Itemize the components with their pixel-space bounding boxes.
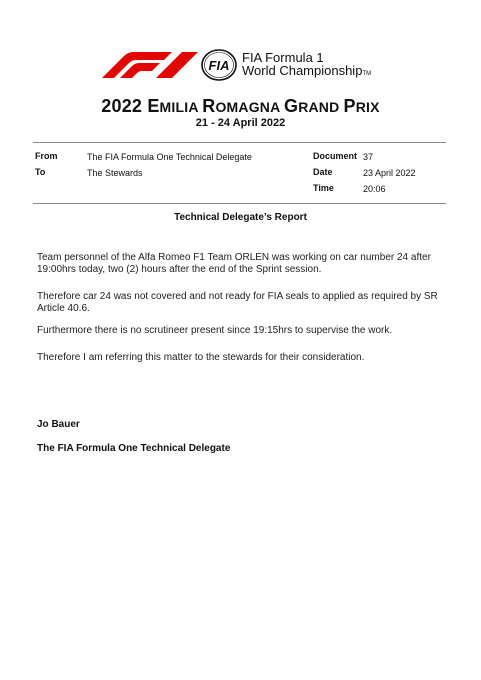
org-line-2-text: World Championship [242,63,363,78]
from-value: The FIA Formula One Technical Delegate [87,152,252,162]
signatory-role: The FIA Formula One Technical Delegate [37,443,231,454]
title-w4-cap: P [343,96,356,116]
title-year: 2022 [101,96,148,116]
date-value: 23 April 2022 [363,168,416,178]
time-label: Time [313,183,334,193]
date-label: Date [313,167,333,177]
divider-bottom [33,203,446,204]
org-line-2 [242,64,371,81]
report-heading: Technical Delegate’s Report [174,212,307,223]
header-logo [100,46,400,84]
report-paragraph-4: Therefore I am referring this matter to the stewards for their consideration. [37,352,365,363]
org-line-1: FIA Formula 1 [242,50,324,65]
to-label: To [35,167,46,177]
from-label: From [35,151,58,161]
trademark: TM [362,71,372,77]
event-title [0,96,481,117]
divider-top [33,142,446,143]
report-paragraph-1: Team personnel of the Alfa Romeo F1 Team ORLEN was working on car number 24 after 19:00hrs today, two (2) hours after the end of the Sprint session. [37,252,431,275]
fia-seal-icon [201,49,237,81]
title-w3-cap: G [283,96,299,116]
time-value: 20:06 [363,184,386,194]
title-w3-rest: RAND [298,99,344,115]
title-w1-cap: E [147,96,160,116]
title-w2-cap: R [202,96,216,116]
f1-logo-icon [100,52,200,78]
document-value: 37 [363,152,374,162]
signatory-name: Jo Bauer [37,419,80,430]
report-paragraph-3: Furthermore there is no scrutineer present since 19:15hrs to supervise the work. [37,325,393,336]
fia-seal-text: FIA [208,58,230,73]
title-w1-rest: MILIA [159,99,203,115]
document-label: Document [313,151,358,161]
report-paragraph-2: Therefore car 24 was not covered and not ready for FIA seals to applied as required by SR Article 40.6. [37,291,438,314]
championship-wordmark [242,51,371,81]
event-dates: 21 - 24 April 2022 [195,117,286,129]
title-w4-rest: RIX [355,99,380,115]
title-w2-rest: OMAGNA [215,99,284,115]
to-value: The Stewards [87,168,143,178]
